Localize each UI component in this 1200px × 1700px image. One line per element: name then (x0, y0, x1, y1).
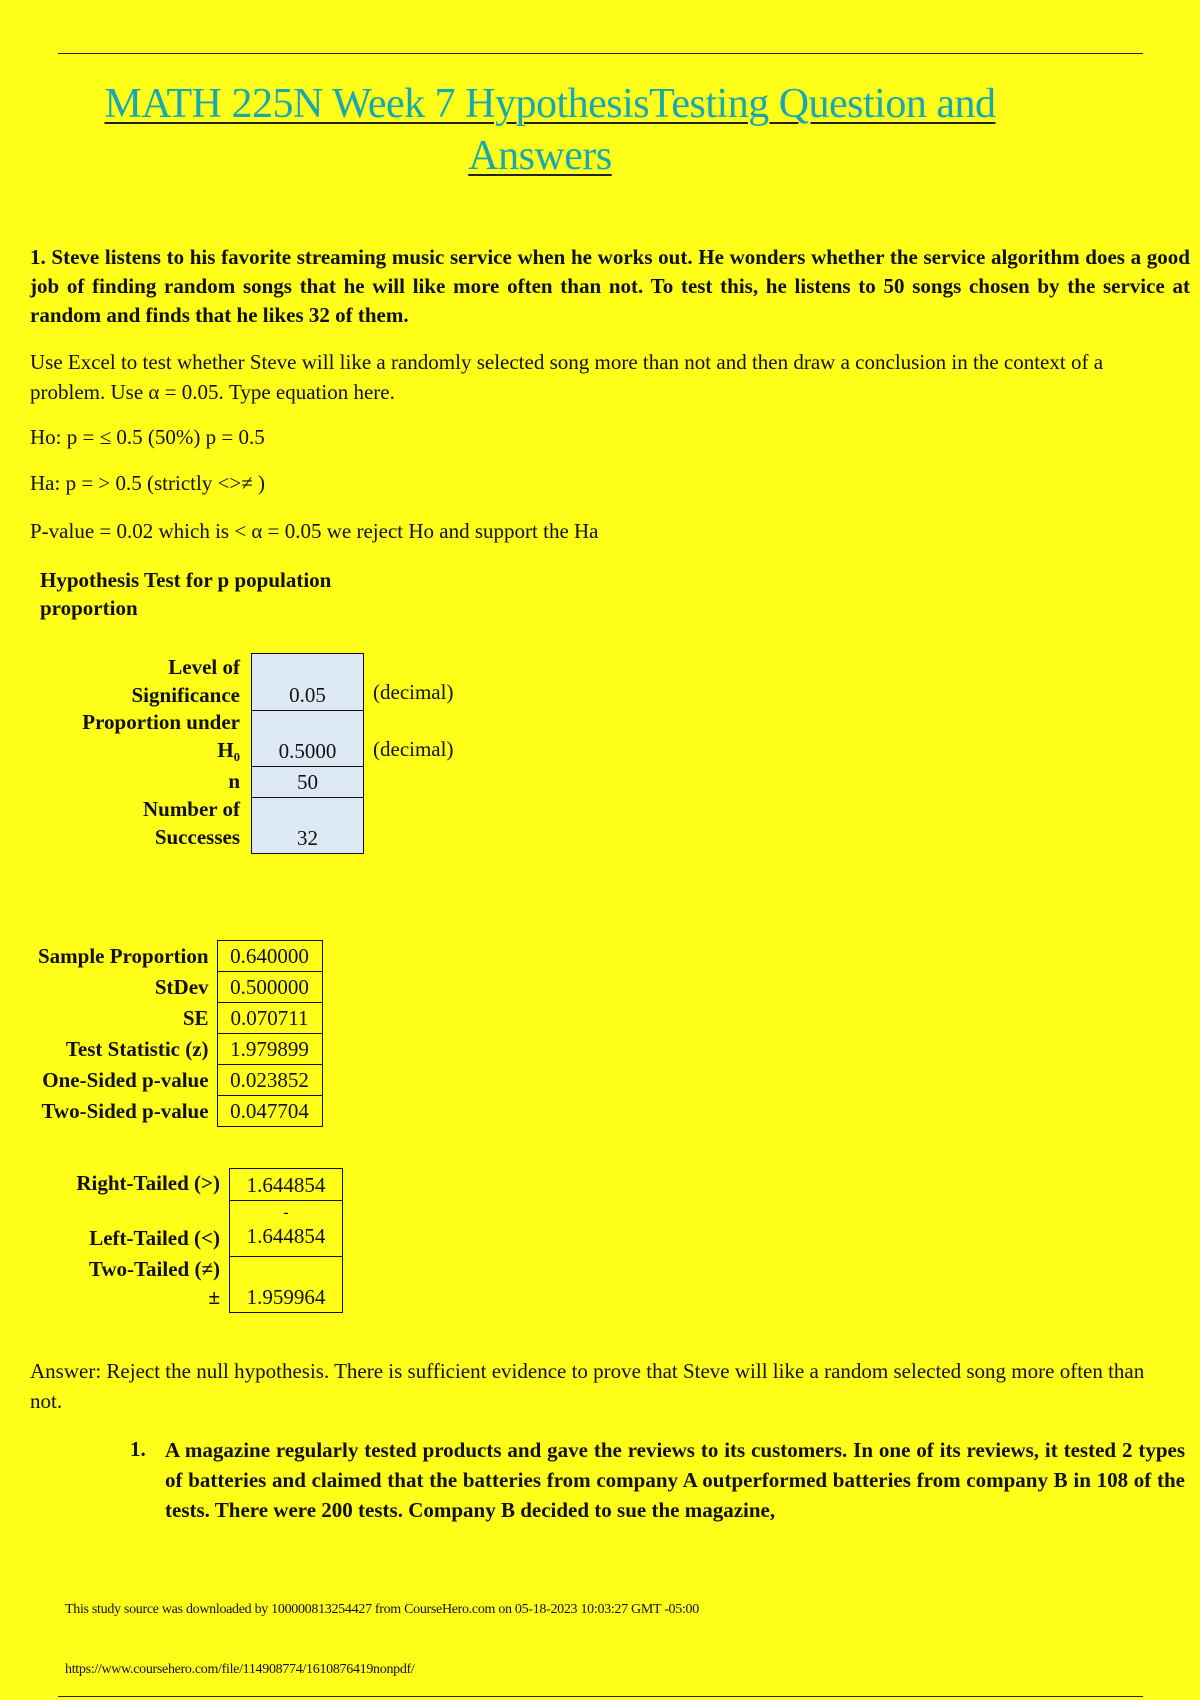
number-of-successes-label: Number of Successes (142, 797, 240, 849)
results-row (38, 1003, 322, 1034)
result-value: 0.640000 (217, 941, 322, 972)
two-tailed-value: 1.959964 (229, 1256, 343, 1313)
answer-text: Answer: Reject the null hypothesis. There is sufficient evidence to prove that Steve will like a random selected song more often than not. (30, 1359, 1145, 1413)
results-row (38, 1065, 322, 1096)
question-1-text: 1. Steve listens to his favorite streaming music service when he works out. He wonders whether the service algorithm does a good job of finding random songs that he will like more often than not. To test this, he listens to 50 songs chosen by the service at random and finds that he likes 32 of them. (30, 245, 1190, 327)
question-2-number: 1. (130, 1437, 146, 1461)
two-tailed-sign: ± (208, 1285, 220, 1309)
bottom-rule (58, 1696, 1143, 1697)
result-value: 0.070711 (217, 1003, 322, 1034)
hypothesis-test-title: Hypothesis Test for p population proportion (40, 568, 332, 620)
result-label: Test Statistic (z) (65, 1036, 209, 1061)
null-hypothesis: Ho: p = ≤ 0.5 (50%) p = 0.5 (30, 425, 265, 449)
result-value: 0.500000 (217, 972, 322, 1003)
alternative-hypothesis: Ha: p = > 0.5 (strictly <>≠ ) (30, 471, 266, 495)
pvalue-statement: P-value = 0.02 which is < α = 0.05 we reject Ho and support the Ha (30, 519, 599, 543)
results-row (38, 941, 322, 972)
result-label: StDev (154, 974, 209, 999)
source-url[interactable]: https://www.coursehero.com/file/114908774/1610876419nonpdf/ (65, 1662, 415, 1677)
result-label: Two-Sided p-value (41, 1098, 209, 1123)
level-of-significance-value: 0.05 (251, 653, 364, 711)
right-tailed-label: Right-Tailed (>) (76, 1171, 220, 1195)
question-2-text: A magazine regularly tested products and gave the reviews to its customers. In one of its reviews, it tested 2 types of batteries and claimed that the batteries from company A outperformed batteries from company B in 108 of the tests. There were 200 tests. Company B decided to sue the magazine, (165, 1438, 1185, 1522)
level-of-significance-label: Level of Significance (131, 655, 240, 707)
result-label: One-Sided p-value (42, 1067, 209, 1092)
results-table (38, 940, 323, 1127)
two-tailed-label: Two-Tailed (≠) ± (30, 1255, 220, 1311)
result-label: SE (182, 1005, 209, 1030)
n-value: 50 (251, 766, 364, 798)
left-tailed-value: - 1.644854 (229, 1200, 343, 1257)
result-value: 0.047704 (217, 1096, 322, 1127)
top-rule (58, 53, 1143, 54)
proportion-under-h0-label: Proportion under H₀ (82, 710, 240, 762)
right-tailed-value: 1.644854 (229, 1168, 343, 1201)
instruction-text: Use Excel to test whether Steve will like a randomly selected song more than not and then draw a conclusion in the context of a problem. Use α = 0.05. Type equation here. (30, 350, 1104, 404)
proportion-under-h0-value: 0.5000 (251, 710, 364, 767)
page-title-line2: Answers (468, 133, 612, 179)
results-row (38, 1096, 322, 1127)
result-value: 1.979899 (217, 1034, 322, 1065)
result-value: 0.023852 (217, 1065, 322, 1096)
level-of-significance-unit: (decimal) (373, 680, 454, 704)
page-title: MATH 225N Week 7 HypothesisTesting Question and (104, 81, 996, 127)
left-tailed-sign: - (283, 1204, 289, 1221)
result-label: Sample Proportion (38, 943, 209, 968)
number-of-successes-value: 32 (251, 797, 364, 854)
results-row (38, 1034, 322, 1065)
left-tailed-label: Left-Tailed (<) (89, 1226, 220, 1250)
n-label: n (228, 769, 240, 793)
results-row (38, 972, 322, 1003)
source-notice: This study source was downloaded by 100000813254427 from CourseHero.com on 05-18-2023 10:03:27 GMT -05:00 (65, 1602, 699, 1617)
proportion-under-h0-unit: (decimal) (373, 737, 454, 761)
